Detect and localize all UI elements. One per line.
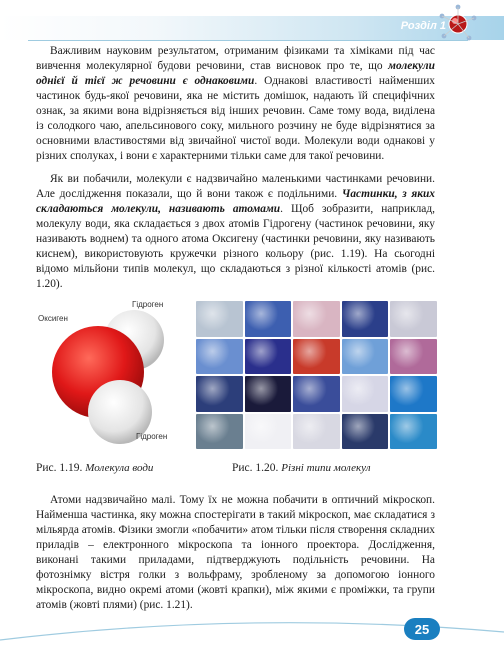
caption-2-number: Рис. 1.20.	[232, 462, 279, 474]
molecule-image-tile	[293, 414, 340, 450]
molecule-image-tile	[390, 376, 437, 412]
molecule-image-tile	[293, 301, 340, 337]
paragraph-1	[36, 44, 435, 164]
molecule-image-tile	[196, 414, 243, 450]
paragraph-1-text-c: . Однакові властивості найменших частинок будь-якої речовини, яка не містить домішок, надають їй специфічних ознак, за якими вона відрізняється від інших речовин. Саме тому вода, виділена із солодкого чаю, апельсинового соку, мильного розчину не буде відрізнятися за основними властивостями від звичайної чистої води. Молекули води однакові у різних сполуках, і вони є характерними тільки саме для такої речовини.	[36, 75, 435, 162]
molecule-image-tile	[245, 339, 292, 375]
molecule-types-collage	[196, 301, 437, 449]
label-hydrogen-bottom: Гідроген	[136, 432, 168, 441]
molecule-image-tile	[342, 414, 389, 450]
label-hydrogen-top: Гідроген	[132, 300, 164, 309]
paragraph-1-text-a: Важливим науковим результатом, отриманим фізиками та хіміками під час вивчення молекулярної будови речовини, став висновок про те, що	[36, 45, 435, 72]
molecule-image-tile	[245, 414, 292, 450]
molecule-image-tile	[342, 339, 389, 375]
paragraph-3-text: Атоми надзвичайно малі. Тому їх не можна побачити в оптичний мікроскоп. Найменша частинка, яку можна спостерігати в такий мікроскоп, має складатися з мільярда атомів. Фізики змогли «побачити» атом тільки після створення складних приладів – електронного мікроскопа та іонного проектора. Дослідження, виконані такими приладами, підтверджують подільність речовини. На фотознімку вістря голки з вольфраму, зробленому за допомогою іонного мікроскопа, видно окремі атоми (жовті крапки), між якими є проміжки, та групи атомів (жовті плями) (рис. 1.21).	[36, 494, 435, 611]
molecule-image-tile	[245, 376, 292, 412]
water-molecule-figure	[36, 300, 206, 450]
page-number: 25	[404, 618, 440, 640]
header-divider	[28, 40, 468, 41]
molecule-image-tile	[245, 301, 292, 337]
paragraph-1-emphasis: молекули однієї й тієї ж речовини є однаковими	[36, 60, 435, 87]
caption-1-number: Рис. 1.19.	[36, 462, 83, 474]
label-oxygen: Оксиген	[38, 314, 68, 323]
molecule-image-tile	[293, 376, 340, 412]
molecule-image-tile	[342, 376, 389, 412]
paragraph-3	[36, 493, 435, 613]
caption-fig-1-19	[36, 462, 153, 474]
molecule-image-tile	[293, 339, 340, 375]
molecule-image-tile	[390, 414, 437, 450]
molecule-image-tile	[196, 376, 243, 412]
caption-fig-1-20	[232, 462, 371, 474]
section-label: Розділ 1	[400, 20, 446, 32]
molecule-image-tile	[390, 301, 437, 337]
paragraph-2-text-c: . Щоб зобразити, наприклад, молекулу води, яка складається з двох атомів Гідрогену (частинок речовини, яку називають воднем) та одного атома Оксигену (частинки речовини, яку називають киснем), використовують кружечки різного кольору (рис. 1.19). На сьогодні відомо мільйони типів молекул, що складаються з різної кількості атомів (рис. 1.20).	[36, 203, 435, 290]
molecule-image-tile	[390, 339, 437, 375]
paragraph-2-emphasis: Частинки, з яких складаються молекули, називають атомами	[36, 188, 435, 215]
paragraph-2-text-a: Як ви побачили, молекули є надзвичайно маленькими частинками речовини. Але дослідження показали, що й вони також є подільними.	[36, 173, 435, 200]
molecule-image-tile	[342, 301, 389, 337]
caption-1-text: Молекула води	[85, 462, 154, 474]
atom-icon	[438, 4, 478, 44]
caption-2-text: Різні типи молекул	[281, 462, 371, 474]
paragraph-2	[36, 172, 435, 292]
molecule-image-tile	[196, 339, 243, 375]
molecule-image-tile	[196, 301, 243, 337]
